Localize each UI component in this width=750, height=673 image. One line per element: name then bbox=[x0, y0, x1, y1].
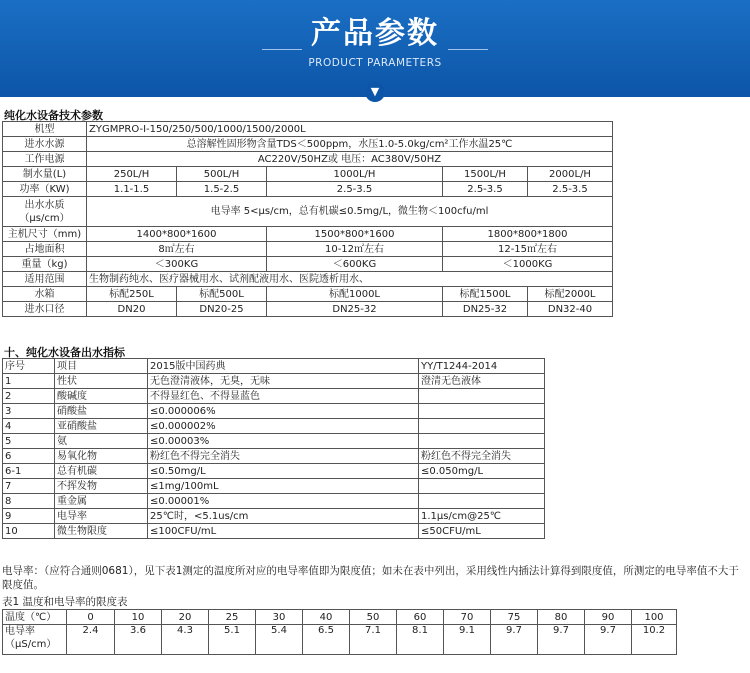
table-cell: 9.1 bbox=[444, 625, 491, 655]
title-divider-left bbox=[262, 49, 302, 50]
table-cell: 标配1000L bbox=[267, 287, 443, 302]
table-cell: 易氧化物 bbox=[55, 449, 148, 464]
table-row bbox=[3, 434, 545, 449]
table-cell: ≤0.000002% bbox=[148, 419, 419, 434]
table-row bbox=[3, 287, 613, 302]
table-cell: 1.5-2.5 bbox=[177, 182, 267, 197]
table-cell: DN20 bbox=[87, 302, 177, 317]
table-row bbox=[3, 302, 613, 317]
table-cell: 总有机碳 bbox=[55, 464, 148, 479]
table-cell: 10 bbox=[115, 610, 162, 625]
source-label: 进水水源 bbox=[3, 137, 87, 152]
row-label: 温度（℃） bbox=[3, 610, 67, 625]
table-cell bbox=[419, 494, 545, 509]
table-cell bbox=[419, 479, 545, 494]
power-label: 工作电源 bbox=[3, 152, 87, 167]
scope-value: 生物制药纯水、医疗器械用水、试剂配液用水、医院透析用水、 bbox=[87, 272, 613, 287]
size-label: 主机尺寸（mm) bbox=[3, 227, 87, 242]
table-cell: 8㎡左右 bbox=[87, 242, 267, 257]
table-header-cell: 项目 bbox=[55, 359, 148, 374]
inlet-label: 进水口径 bbox=[3, 302, 87, 317]
table-cell: ≤0.50mg/L bbox=[148, 464, 419, 479]
table-cell: 2.5-3.5 bbox=[443, 182, 528, 197]
output-table bbox=[2, 358, 545, 539]
table-cell: 微生物限度 bbox=[55, 524, 148, 539]
table-cell: 25 bbox=[209, 610, 256, 625]
table-cell: 粉红色不得完全消失 bbox=[148, 449, 419, 464]
output-heading: 十、纯化水设备出水指标 bbox=[4, 346, 125, 359]
scope-label: 适用范围 bbox=[3, 272, 87, 287]
table-cell: 40 bbox=[303, 610, 350, 625]
table-row bbox=[3, 610, 677, 625]
table-row bbox=[3, 524, 545, 539]
table-cell: 2.5-3.5 bbox=[267, 182, 443, 197]
capacity-label: 制水量(L) bbox=[3, 167, 87, 182]
table-cell bbox=[419, 389, 545, 404]
table-cell: ≤0.00003% bbox=[148, 434, 419, 449]
table-cell: 1000L/H bbox=[267, 167, 443, 182]
table-cell: 1.1μs/cm@25℃ bbox=[419, 509, 545, 524]
table-header-cell: YY/T1244-2014 bbox=[419, 359, 545, 374]
table-cell: 性状 bbox=[55, 374, 148, 389]
table-cell: ＜600KG bbox=[267, 257, 443, 272]
table-row bbox=[3, 182, 613, 197]
table-cell: 5 bbox=[3, 434, 55, 449]
table-cell: 1500L/H bbox=[443, 167, 528, 182]
spec-table bbox=[2, 121, 613, 317]
page-subtitle: PRODUCT PARAMETERS bbox=[308, 57, 442, 69]
table-header-cell: 2015版中国药典 bbox=[148, 359, 419, 374]
table-row bbox=[3, 197, 613, 227]
table-cell: 80 bbox=[538, 610, 585, 625]
row-label: 电导率（μS/cm） bbox=[3, 625, 67, 655]
kw-label: 功率（KW) bbox=[3, 182, 87, 197]
table-row bbox=[3, 494, 545, 509]
table-cell: 6-1 bbox=[3, 464, 55, 479]
table-row bbox=[3, 419, 545, 434]
table-cell: 9.7 bbox=[538, 625, 585, 655]
area-label: 占地面积 bbox=[3, 242, 87, 257]
table-cell: 4 bbox=[3, 419, 55, 434]
table-cell: ≤0.000006% bbox=[148, 404, 419, 419]
table-cell bbox=[419, 404, 545, 419]
note-text: 电导率：（应符合通则0681），见下表1测定的温度所对应的电导率值即为限度值；如未在表中列出，采用线性内插法计算得到限度值，所测定的电导率值不大于限度值。 bbox=[2, 565, 739, 591]
table-cell: DN20-25 bbox=[177, 302, 267, 317]
table-row bbox=[3, 479, 545, 494]
table-cell: 硝酸盐 bbox=[55, 404, 148, 419]
table-cell: 10-12㎡左右 bbox=[267, 242, 443, 257]
title-divider-right bbox=[448, 49, 488, 50]
table-header-cell: 序号 bbox=[3, 359, 55, 374]
table-row bbox=[3, 257, 613, 272]
model-label: 机型 bbox=[3, 122, 87, 137]
table-cell: 12-15㎡左右 bbox=[443, 242, 613, 257]
table-cell: 电导率 bbox=[55, 509, 148, 524]
table-cell: 500L/H bbox=[177, 167, 267, 182]
table-cell: 8.1 bbox=[397, 625, 444, 655]
table-cell: 2.5-3.5 bbox=[528, 182, 613, 197]
table-cell bbox=[419, 419, 545, 434]
table-cell: 9 bbox=[3, 509, 55, 524]
table-cell: 2 bbox=[3, 389, 55, 404]
quality-value: 电导率 5<μs/cm，总有机碳≤0.5mg/L，微生物＜100cfu/ml bbox=[87, 197, 613, 227]
table-cell: 250L/H bbox=[87, 167, 177, 182]
table-row bbox=[3, 272, 613, 287]
table-cell: 3.6 bbox=[115, 625, 162, 655]
page-title: 产品参数 bbox=[311, 16, 439, 51]
table-cell: 1400*800*1600 bbox=[87, 227, 267, 242]
quality-label: 出水水质（μs/cm） bbox=[3, 197, 87, 227]
table-cell: 酸碱度 bbox=[55, 389, 148, 404]
table-cell: ≤100CFU/mL bbox=[148, 524, 419, 539]
table-cell: 重金属 bbox=[55, 494, 148, 509]
table-cell: 8 bbox=[3, 494, 55, 509]
table-cell: DN25-32 bbox=[443, 302, 528, 317]
table-row bbox=[3, 374, 545, 389]
table-cell: ＜1000KG bbox=[443, 257, 613, 272]
table-cell: 4.3 bbox=[162, 625, 209, 655]
table-cell: 1500*800*1600 bbox=[267, 227, 443, 242]
table-cell: 3 bbox=[3, 404, 55, 419]
limit-table bbox=[2, 609, 677, 655]
source-value: 总溶解性固形物含量TDS＜500ppm，水压1.0-5.0kg/cm²工作水温25℃ bbox=[87, 137, 613, 152]
weight-label: 重量（kg) bbox=[3, 257, 87, 272]
table-cell: 7.1 bbox=[350, 625, 397, 655]
table-cell: ≤1mg/100mL bbox=[148, 479, 419, 494]
table-row bbox=[3, 227, 613, 242]
table-cell: 2.4 bbox=[67, 625, 115, 655]
table-row bbox=[3, 137, 613, 152]
table-cell: 90 bbox=[585, 610, 632, 625]
table-cell: DN32-40 bbox=[528, 302, 613, 317]
table-cell: 0 bbox=[67, 610, 115, 625]
table-cell bbox=[419, 434, 545, 449]
table-cell: 1 bbox=[3, 374, 55, 389]
table-cell: 70 bbox=[444, 610, 491, 625]
table-cell: 标配2000L bbox=[528, 287, 613, 302]
table-cell: 1.1-1.5 bbox=[87, 182, 177, 197]
table-cell: 30 bbox=[256, 610, 303, 625]
table-cell: 氨 bbox=[55, 434, 148, 449]
table-row bbox=[3, 389, 545, 404]
table-cell: 20 bbox=[162, 610, 209, 625]
table-cell: 6 bbox=[3, 449, 55, 464]
table-cell: 5.4 bbox=[256, 625, 303, 655]
table-cell: 10.2 bbox=[632, 625, 677, 655]
table-cell: ＜300KG bbox=[87, 257, 267, 272]
table-cell: 1800*800*1800 bbox=[443, 227, 613, 242]
table-cell: 6.5 bbox=[303, 625, 350, 655]
table-row bbox=[3, 509, 545, 524]
table-cell: 不得显红色、不得显蓝色 bbox=[148, 389, 419, 404]
table-row bbox=[3, 167, 613, 182]
spec-heading: 纯化水设备技术参数 bbox=[4, 109, 103, 122]
table-cell: 澄清无色液体 bbox=[419, 374, 545, 389]
table-cell: 50 bbox=[350, 610, 397, 625]
tank-label: 水箱 bbox=[3, 287, 87, 302]
table-cell: 9.7 bbox=[585, 625, 632, 655]
table-cell: DN25-32 bbox=[267, 302, 443, 317]
table-cell: 2000L/H bbox=[528, 167, 613, 182]
table-cell: 9.7 bbox=[491, 625, 538, 655]
table-row bbox=[3, 242, 613, 257]
table-cell: 标配250L bbox=[87, 287, 177, 302]
table-cell: 60 bbox=[397, 610, 444, 625]
model-value: ZYGMPRO-I-150/250/500/1000/1500/2000L bbox=[87, 122, 613, 137]
table-cell: 100 bbox=[632, 610, 677, 625]
table-cell: 标配1500L bbox=[443, 287, 528, 302]
table-cell: ≤50CFU/mL bbox=[419, 524, 545, 539]
header-banner bbox=[0, 0, 750, 97]
chevron-down-icon: ▼ bbox=[365, 82, 385, 102]
table-cell: 粉红色不得完全消失 bbox=[419, 449, 545, 464]
table-cell: ≤0.00001% bbox=[148, 494, 419, 509]
table-cell: 亚硝酸盐 bbox=[55, 419, 148, 434]
power-value: AC220V/50HZ或 电压：AC380V/50HZ bbox=[87, 152, 613, 167]
table-row bbox=[3, 625, 677, 655]
table-cell: 标配500L bbox=[177, 287, 267, 302]
table-cell: 7 bbox=[3, 479, 55, 494]
table-header-row bbox=[3, 359, 545, 374]
table-row bbox=[3, 464, 545, 479]
table-row bbox=[3, 152, 613, 167]
table-row bbox=[3, 404, 545, 419]
table-cell: 无色澄清液体，无臭，无味 bbox=[148, 374, 419, 389]
table-cell: 不挥发物 bbox=[55, 479, 148, 494]
limit-table-title: 表1 温度和电导率的限度表 bbox=[2, 596, 128, 608]
table-cell: 10 bbox=[3, 524, 55, 539]
table-cell: ≤0.050mg/L bbox=[419, 464, 545, 479]
table-cell: 75 bbox=[491, 610, 538, 625]
table-row bbox=[3, 449, 545, 464]
table-cell: 25℃时，<5.1us/cm bbox=[148, 509, 419, 524]
table-cell: 5.1 bbox=[209, 625, 256, 655]
table-row bbox=[3, 122, 613, 137]
